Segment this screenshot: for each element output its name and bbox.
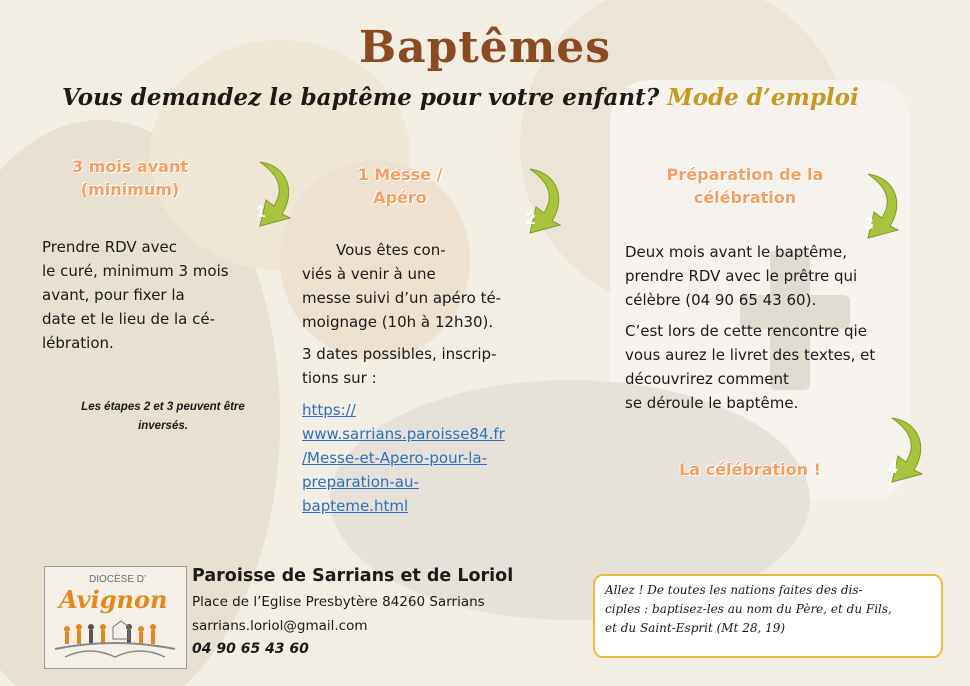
curved-arrow-1-icon: 1 (238, 158, 298, 228)
subtitle-question: Vous demandez le baptême pour votre enfant? (62, 84, 660, 111)
people-bridge-icon (45, 567, 186, 668)
parish-email[interactable]: sarrians.loriol@gmail.com (192, 618, 368, 634)
curved-arrow-3-icon: 3 (846, 170, 906, 240)
parish-phone: 04 90 65 43 60 (192, 641, 309, 657)
steps-order-note: Les étapes 2 et 3 peuvent être inversés. (81, 401, 245, 432)
step-2-title: 1 Messe / Apéro (357, 165, 443, 207)
curved-arrow-4-icon: 4 (870, 414, 930, 484)
step-3-title: Préparation de la célébration (666, 165, 824, 207)
bible-quote: Allez ! De toutes les nations faites des dis- ciples : baptisez-les au nom du Père, et du Fils, et du Saint-Esprit (Mt 28, 19) (593, 574, 943, 658)
subtitle (62, 84, 859, 111)
curved-arrow-2-icon: 2 (508, 165, 568, 235)
column-3-text: Deux mois avant le baptême, prendre RDV avec le prêtre qui célèbre (04 90 65 43 60). C’est lors de cette rencontre qie vous aurez le livret des textes, et découvrirez comment se déroule le baptême. (625, 243, 876, 412)
parish-contact (192, 566, 513, 657)
column-1-text: Prendre RDV avec le curé, minimum 3 mois avant, pour fixer la date et le lieu de la cé- lébration. (42, 238, 229, 352)
step-1-title: 3 mois avant (minimum) (71, 157, 188, 199)
diocese-logo: DIOCÈSE D’ Avignon (44, 566, 187, 669)
column-2-text: Vous êtes con- viés à venir à une messe suivi d’un apéro té- moignage (10h à 12h30). 3 dates possibles, inscrip- tions sur : https:// www.sarrians.paroisse84.fr /Messe-et-Apero-pour-la- preparation-au- bapteme.html (302, 238, 552, 518)
page-title: Baptêmes (358, 22, 612, 73)
step-4-title: La célébration ! (679, 460, 821, 479)
subtitle-mode: Mode d’emploi (667, 84, 859, 111)
registration-link[interactable]: https:// www.sarrians.paroisse84.fr /Messe-et-Apero-pour-la- preparation-au- bapteme.html (302, 401, 505, 515)
parish-address: Place de l’Eglise Presbytère 84260 Sarrians (192, 594, 485, 610)
parish-name: Paroisse de Sarrians et de Loriol (192, 566, 514, 586)
